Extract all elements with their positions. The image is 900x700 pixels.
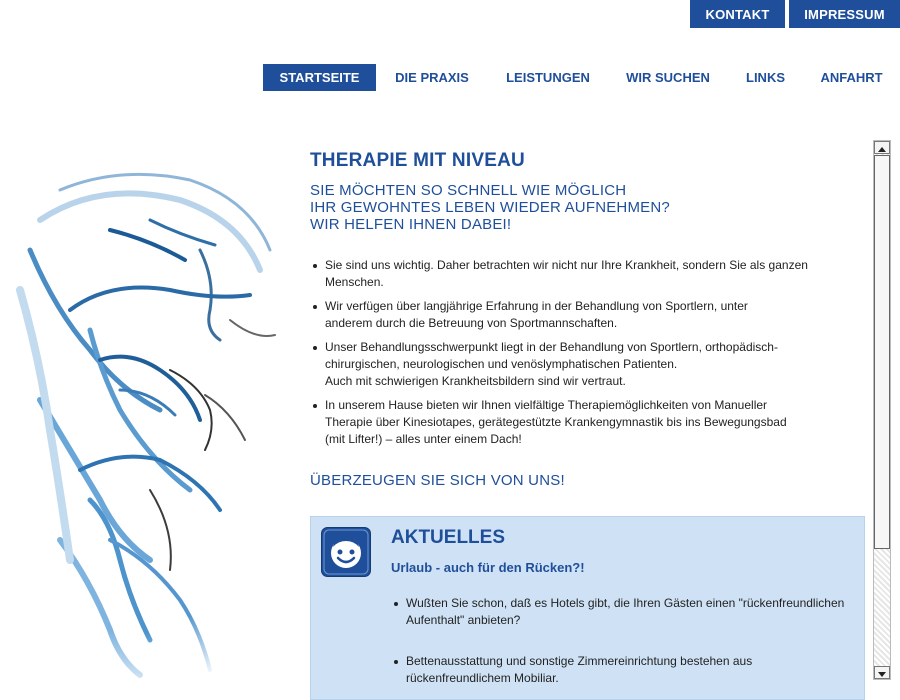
subtitle-line: WIR HELFEN IHNEN DABEI!	[310, 216, 512, 233]
nav-item-startseite[interactable]: STARTSEITE	[263, 64, 376, 91]
news-box	[310, 516, 865, 700]
imprint-link[interactable]: IMPRESSUM	[789, 0, 900, 28]
vertical-scrollbar[interactable]	[873, 140, 891, 680]
face-sketch-illustration	[0, 160, 295, 680]
list-item	[391, 653, 861, 687]
list-item-text: Wußten Sie schon, daß es Hotels gibt, die Ihren Gästen einen "rückenfreundlichen	[406, 596, 845, 610]
nav-item-links[interactable]: LINKS	[746, 70, 785, 85]
page-subtitle	[310, 182, 865, 233]
main-content	[310, 150, 865, 489]
contact-link[interactable]: KONTAKT	[690, 0, 785, 28]
list-item	[310, 339, 865, 390]
list-item-text: Wir verfügen über langjährige Erfahrung in der Behandlung von Sportlern, unter	[325, 299, 748, 313]
list-item-text: (mit Lifter!) – alles unter einem Dach!	[325, 432, 522, 446]
claim-text: ÜBERZEUGEN SIE SICH VON UNS!	[310, 472, 565, 489]
list-item-text: Aufenthalt" anbieten?	[406, 613, 521, 627]
news-list	[391, 595, 861, 687]
list-item-text: Unser Behandlungsschwerpunkt liegt in der Behandlung von Sportlern, orthopädisch-	[325, 340, 778, 354]
subtitle-line: IHR GEWOHNTES LEBEN WIEDER AUFNEHMEN?	[310, 199, 670, 216]
list-item-text: Bettenausstattung und sonstige Zimmereinrichtung bestehen aus	[406, 654, 753, 668]
list-item-text: anderem durch die Betreuung von Sportmannschaften.	[325, 316, 618, 330]
list-item-text: Auch mit schwierigen Krankheitsbildern sind wir vertraut.	[325, 374, 626, 388]
scroll-down-button[interactable]	[874, 666, 890, 679]
subtitle-line: SIE MÖCHTEN SO SCHNELL WIE MÖGLICH	[310, 182, 627, 199]
page-title: THERAPIE MIT NIVEAU	[310, 150, 525, 171]
list-item-text: Menschen.	[325, 275, 384, 289]
feature-list	[310, 257, 865, 448]
list-item	[310, 397, 865, 448]
list-item-text: Sie sind uns wichtig. Daher betrachten wir nicht nur Ihre Krankheit, sondern Sie als ganzen	[325, 258, 808, 272]
list-item	[391, 595, 861, 629]
main-nav	[263, 64, 900, 91]
scroll-up-button[interactable]	[874, 141, 890, 154]
list-item	[310, 298, 865, 332]
news-title: AKTUELLES	[391, 527, 505, 548]
list-item-text: chirurgischen, neurologischen und venöslymphatischen Patienten.	[325, 357, 678, 371]
smiley-face-icon	[321, 527, 371, 577]
list-item-text: rückenfreundlichem Mobiliar.	[406, 671, 559, 685]
arrow-up-icon	[875, 144, 889, 155]
scrollbar-thumb[interactable]	[874, 155, 890, 549]
list-item-text: Therapie über Kinesiotapes, gerätegestützte Krankengymnastik bis ins Bewegungsbad	[325, 415, 787, 429]
nav-item-die-praxis[interactable]: DIE PRAXIS	[395, 70, 469, 85]
nav-item-wir-suchen[interactable]: WIR SUCHEN	[626, 70, 710, 85]
news-subtitle: Urlaub - auch für den Rücken?!	[391, 560, 585, 575]
list-item	[310, 257, 865, 291]
list-item-text: In unserem Hause bieten wir Ihnen vielfältige Therapiemöglichkeiten von Manueller	[325, 398, 768, 412]
top-bar	[690, 0, 900, 28]
arrow-down-icon	[875, 669, 889, 680]
nav-item-anfahrt[interactable]: ANFAHRT	[820, 70, 883, 85]
nav-item-leistungen[interactable]: LEISTUNGEN	[506, 70, 590, 85]
